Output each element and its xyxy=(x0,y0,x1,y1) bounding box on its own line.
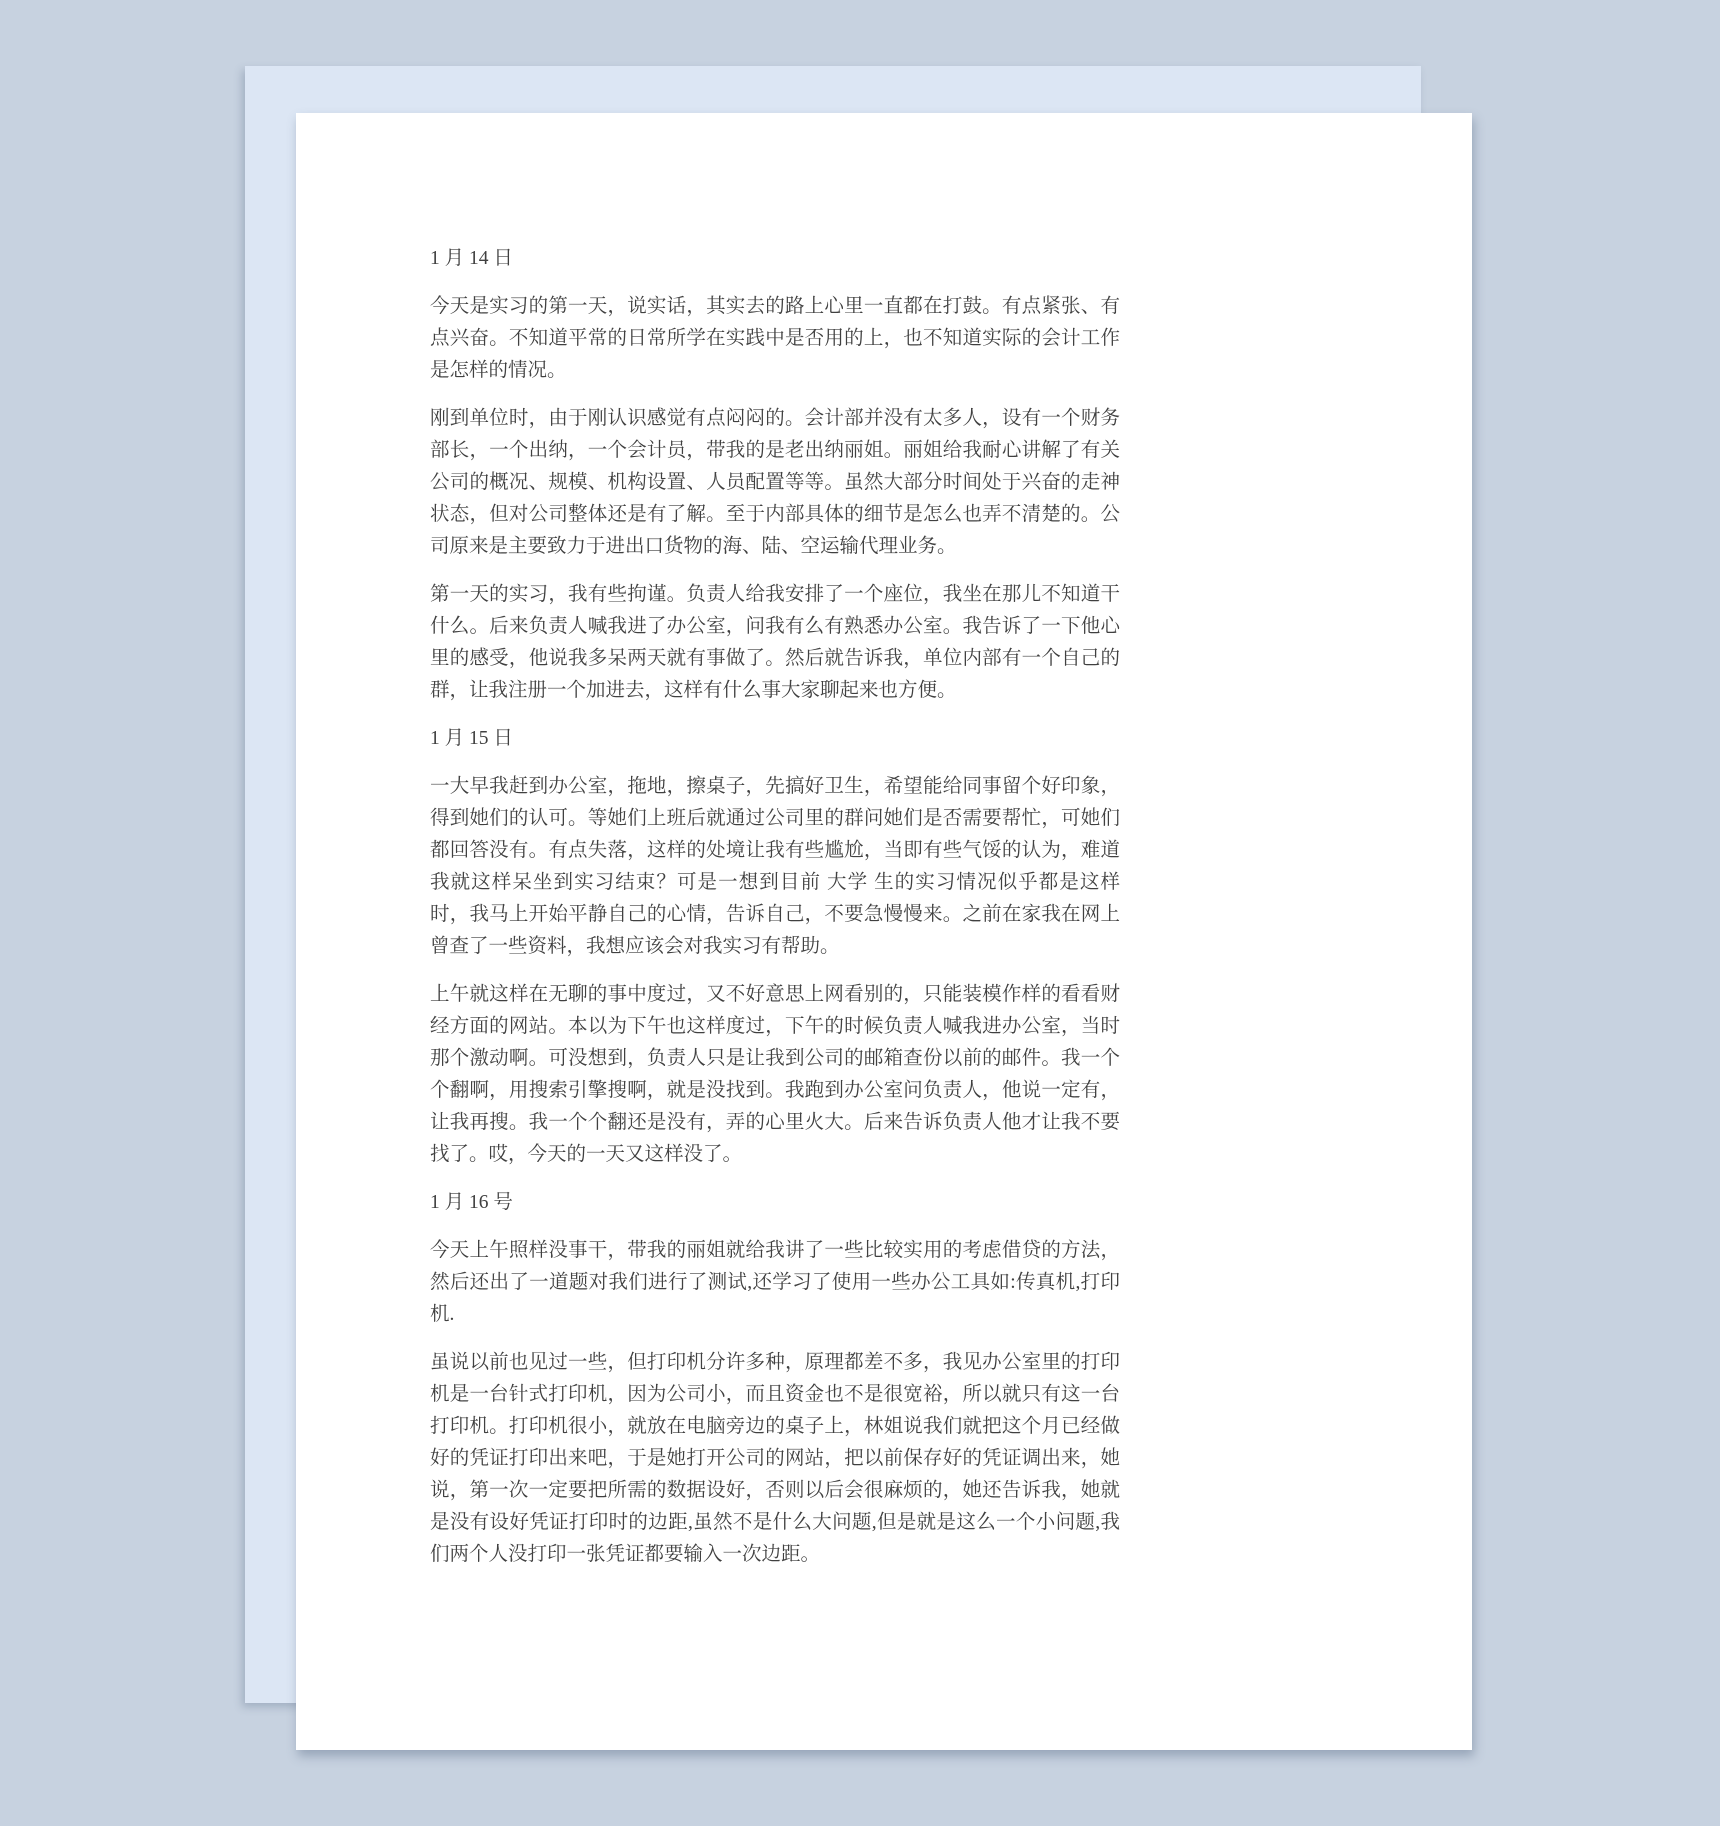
diary-paragraph: 今天是实习的第一天，说实话，其实去的路上心里一直都在打鼓。有点紧张、有点兴奋。不知道平常的日常所学在实践中是否用的上，也不知道实际的会计工作是怎样的情况。 xyxy=(430,296,1120,381)
diary-paragraph: 上午就这样在无聊的事中度过，又不好意思上网看别的，只能装模作样的看看财经方面的网站。本以为下午也这样度过，下午的时候负责人喊我进办公室，当时那个激动啊。可没想到，负责人只是让我到公司的邮箱查份以前的邮件。我一个个翻啊，用搜索引擎搜啊，就是没找到。我跑到办公室问负责人，他说一定有，让我再搜。我一个个翻还是没有，弄的心里火大。后来告诉负责人他才让我不要找了。哎，今天的一天又这样没了。 xyxy=(430,984,1120,1165)
document-body xyxy=(430,243,1120,1587)
diary-paragraph: 第一天的实习，我有些拘谨。负责人给我安排了一个座位，我坐在那儿不知道干什么。后来负责人喊我进了办公室，问我有么有熟悉办公室。我告诉了一下他心里的感受，他说我多呆两天就有事做了。然后就告诉我，单位内部有一个自己的群，让我注册一个加进去，这样有什么事大家聊起来也方便。 xyxy=(430,584,1120,701)
diary-paragraph: 今天上午照样没事干，带我的丽姐就给我讲了一些比较实用的考虑借贷的方法，然后还出了一道题对我们进行了测试,还学习了使用一些办公工具如:传真机,打印机. xyxy=(430,1240,1120,1325)
entry-date-heading: 1 月 14 日 xyxy=(430,248,513,269)
diary-paragraph: 虽说以前也见过一些，但打印机分许多种，原理都差不多，我见办公室里的打印机是一台针式打印机，因为公司小，而且资金也不是很宽裕，所以就只有这一台打印机。打印机很小，就放在电脑旁边的桌子上，林姐说我们就把这个月已经做好的凭证打印出来吧，于是她打开公司的网站，把以前保存好的凭证调出来，她说，第一次一定要把所需的数据设好，否则以后会很麻烦的，她还告诉我，她就是没有设好凭证打印时的边距,虽然不是什么大问题,但是就是这么一个小问题,我们两个人没打印一张凭证都要输入一次边距。 xyxy=(430,1352,1120,1565)
entry-date-heading: 1 月 16 号 xyxy=(430,1192,513,1213)
diary-paragraph: 刚到单位时，由于刚认识感觉有点闷闷的。会计部并没有太多人，设有一个财务部长，一个出纳，一个会计员，带我的是老出纳丽姐。丽姐给我耐心讲解了有关公司的概况、规模、机构设置、人员配置等等。虽然大部分时间处于兴奋的走神状态，但对公司整体还是有了解。至于内部具体的细节是怎么也弄不清楚的。公司原来是主要致力于进出口货物的海、陆、空运输代理业务。 xyxy=(430,408,1120,557)
document-page xyxy=(296,113,1472,1750)
diary-paragraph: 一大早我赶到办公室，拖地，擦桌子，先搞好卫生，希望能给同事留个好印象，得到她们的认可。等她们上班后就通过公司里的群问她们是否需要帮忙，可她们都回答没有。有点失落，这样的处境让我有些尴尬，当即有些气馁的认为，难道我就这样呆坐到实习结束？可是一想到目前 大学 生的实习情况似乎都是这样时，我马上开始平静自己的心情，告诉自己，不要急慢慢来。之前在家我在网上曾查了一些资料，我想应该会对我实习有帮助。 xyxy=(430,776,1120,957)
entry-date-heading: 1 月 15 日 xyxy=(430,728,513,749)
